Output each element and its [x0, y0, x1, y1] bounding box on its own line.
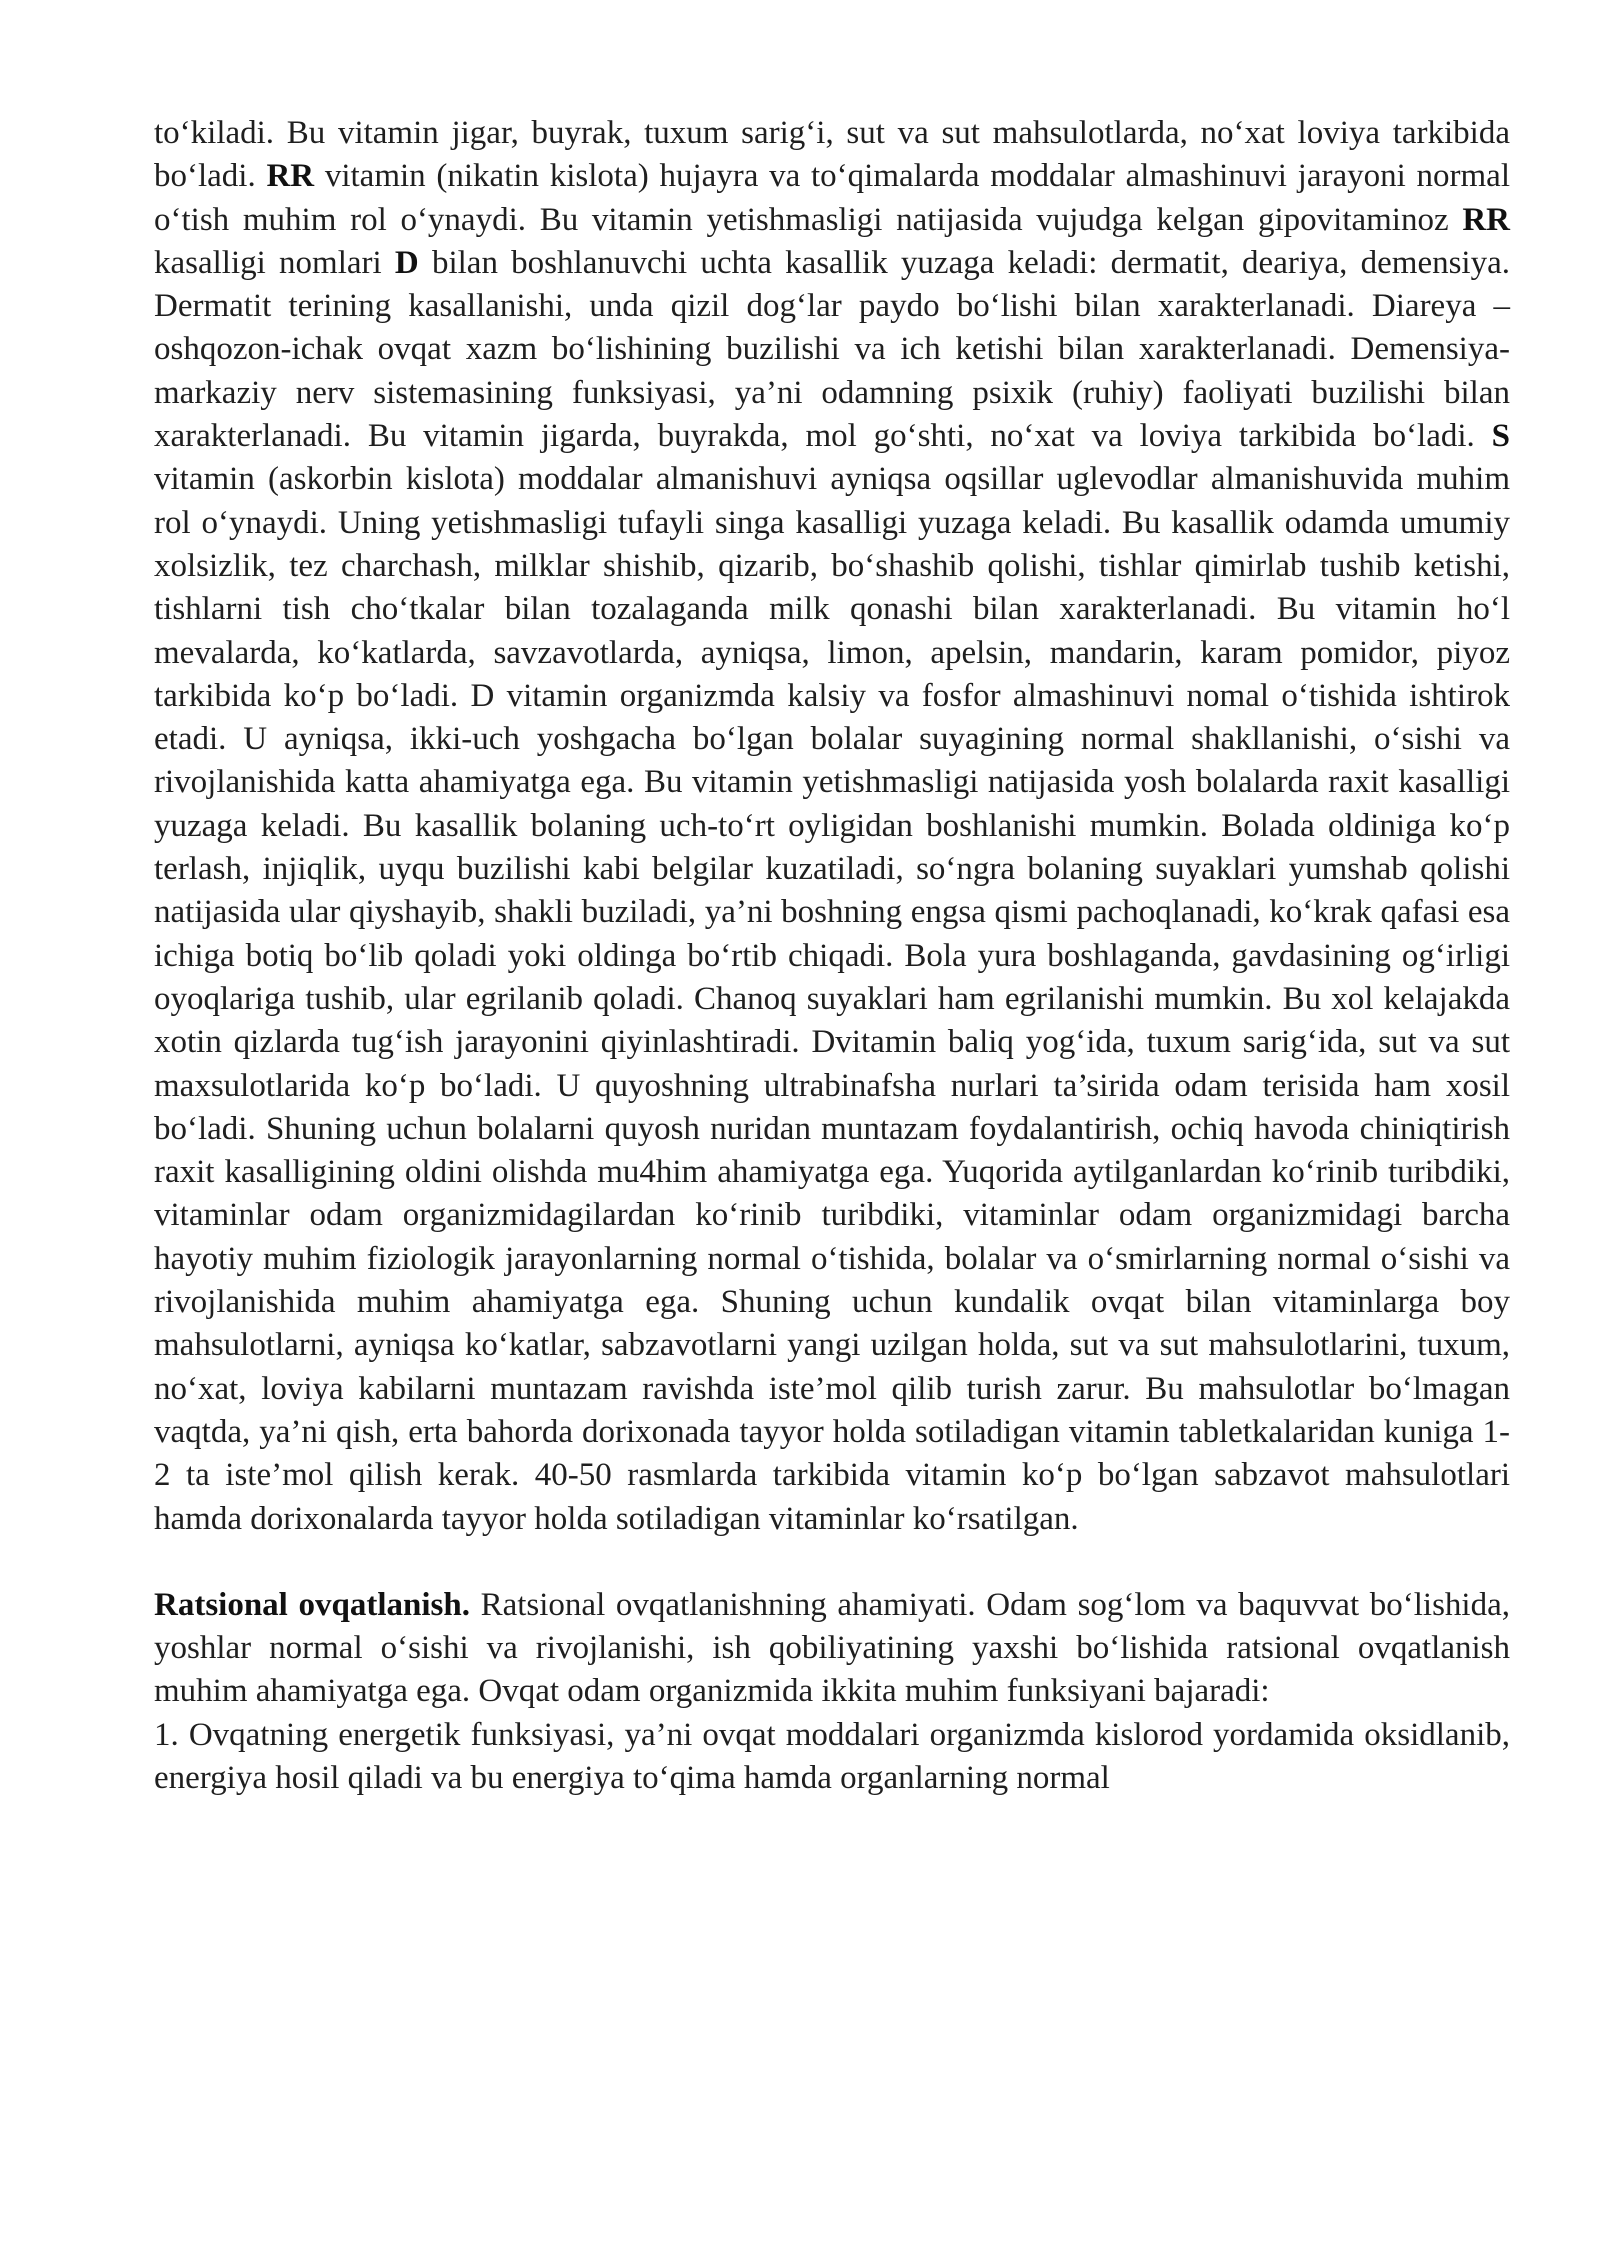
list-item: 1. Ovqatning energetik funksiyasi, ya’ni ovqat moddalari organizmda kislorod yordamida oksidlanib, energiya hosil qiladi va bu energiya to‘qima hamda organlarning normal	[154, 1716, 1510, 1796]
text-run: Ratsional ovqatlanishning ahamiyati. Odam sog‘lom va baquvvat bo‘lishida, yoshlar normal o‘sishi va rivojlanishi, ish qobiliyatining yaxshi bo‘lishida ratsional ovqatlanish muhim ahamiyatga ega. Ovqat odam organizmida ikkita muhim funksiyani bajaradi:	[154, 1586, 1510, 1710]
text-run: vitamin (askorbin kislota) moddalar almanishuvi ayniqsa oqsillar uglevodlar almanishuvida muhim rol o‘ynaydi. Uning yetishmasligi tufayli singa kasalligi yuzaga keladi. Bu kasallik odamda umumiy xolsizlik, tez charchash, milklar shishib, qizarib, bo‘shashib qolishi, tishlar qimirlab tushib ketishi, tishlarni tish cho‘tkalar bilan tozalaganda milk qonashi bilan xarakterlanadi. Bu vitamin ho‘l mevalarda, ko‘katlarda, savzavotlarda, ayniqsa, limon, apelsin, mandarin, karam pomidor, piyoz tarkibida ko‘p bo‘ladi. D vitamin organizmda kalsiy va fosfor almashinuvi nomal o‘tishida ishtirok etadi. U ayniqsa, ikki-uch yoshgacha bo‘lgan bolalar suyagining normal shakllanishi, o‘sishi va rivojlanishida katta ahamiyatga ega. Bu vitamin yetishmasligi natijasida yosh bolalarda raxit kasalligi yuzaga keladi. Bu kasallik bolaning uch-to‘rt oyligidan boshlanishi mumkin. Bolada oldiniga ko‘p terlash, injiqlik, uyqu buzilishi kabi belgilar kuzatiladi, so‘ngra bolaning suyaklari yumshab qolishi natijasida ular qiyshayib, shakli buziladi, ya’ni boshning engsa qismi pachoqlanadi, ko‘krak qafasi esa ichiga botiq bo‘lib qoladi yoki oldinga bo‘rtib chiqadi. Bola yura boshlaganda, gavdasining og‘irligi oyoqlariga tushib, ular egrilanib qoladi. Chanoq suyaklari ham egrilanishi mumkin. Bu xol kelajakda xotin qizlarda tug‘ish jarayonini qiyinlashtiradi. Dvitamin baliq yog‘ida, tuxum sarig‘ida, sut va sut maxsulotlarida ko‘p bo‘ladi. U quyoshning ultrabinafsha nurlari ta’sirida odam terisida ham xosil bo‘ladi. Shuning uchun bolalarni quyosh nuridan muntazam foydalantirish, ochiq havoda chiniqtirish raxit kasalligining oldini olishda mu4him ahamiyatga ega. Yuqorida aytilganlardan ko‘rinib turibdiki, vitaminlar odam organizmidagilardan ko‘rinib turibdiki, vitaminlar odam organizmidagi barcha hayotiy muhim fiziologik jarayonlarning normal o‘tishida, bolalar va o‘smirlarning normal o‘sishi va rivojlanishida muhim ahamiyatga ega. Shuning uchun kundalik ovqat bilan vitaminlarga boy mahsulotlarni, ayniqsa ko‘katlar, sabzavotlarni yangi uzilgan holda, sut va sut mahsulotlarini, tuxum, no‘xat, loviya kabilarni muntazam ravishda iste’mol qilib turish zarur. Bu mahsulotlar bo‘lmagan vaqtda, ya’ni qish, erta bahorda dorixonada tayyor holda sotiladigan vitamin tabletkalaridan kuniga 1-2 ta iste’mol qilish kerak. 40-50 rasmlarda tarkibida vitamin ko‘p bo‘lgan sabzavot mahsulotlari hamda dorixonalarda tayyor holda sotiladigan vitaminlar ko‘rsatilgan.	[154, 461, 1510, 1537]
text-run: vitamin (nikatin kislota) hujayra va to‘qimalarda moddalar almashinuvi jarayoni normal o‘tish muhim rol o‘ynaydi. Bu vitamin yetishmasligi natijasida vujudga kelgan gipovitaminoz	[154, 158, 1510, 238]
document-page	[154, 112, 1510, 1800]
bold-term-rr: RR	[1462, 201, 1510, 238]
bold-term-rr: RR	[266, 158, 315, 195]
bold-term-d: D	[394, 244, 419, 281]
paragraph-spacer	[154, 1541, 1510, 1584]
text-run: bilan boshlanuvchi uchta kasallik yuzaga keladi: dermatit, deariya, demensiya. Dermatit terining kasallanishi, unda qizil dog‘lar paydo bo‘lishi bilan xarakterlanadi. Diareya –oshqozon-ichak ovqat xazm bo‘lishining buzilishi va ich ketishi bilan xarakterlanadi. Demensiya-markaziy nerv sistemasining funksiyasi, ya’ni odamning psixik (ruhiy) faoliyati buzilishi bilan xarakterlanadi. Bu vitamin jigarda, buyrakda, mol go‘shti, no‘xat va loviya tarkibida bo‘ladi.	[154, 244, 1510, 455]
body-paragraph-vitamins	[154, 112, 1510, 1541]
section-heading: Ratsional ovqatlanish.	[154, 1586, 470, 1623]
text-run: kasalligi nomlari	[154, 244, 395, 281]
text-run: to‘kiladi. Bu vitamin jigar, buyrak, tuxum sarig‘i, sut va sut mahsulotlarda, no‘xat loviya tarkibida bo‘ladi.	[154, 115, 1510, 195]
body-paragraph-rational-nutrition	[154, 1584, 1510, 1714]
bold-term-s: S	[1491, 418, 1510, 455]
